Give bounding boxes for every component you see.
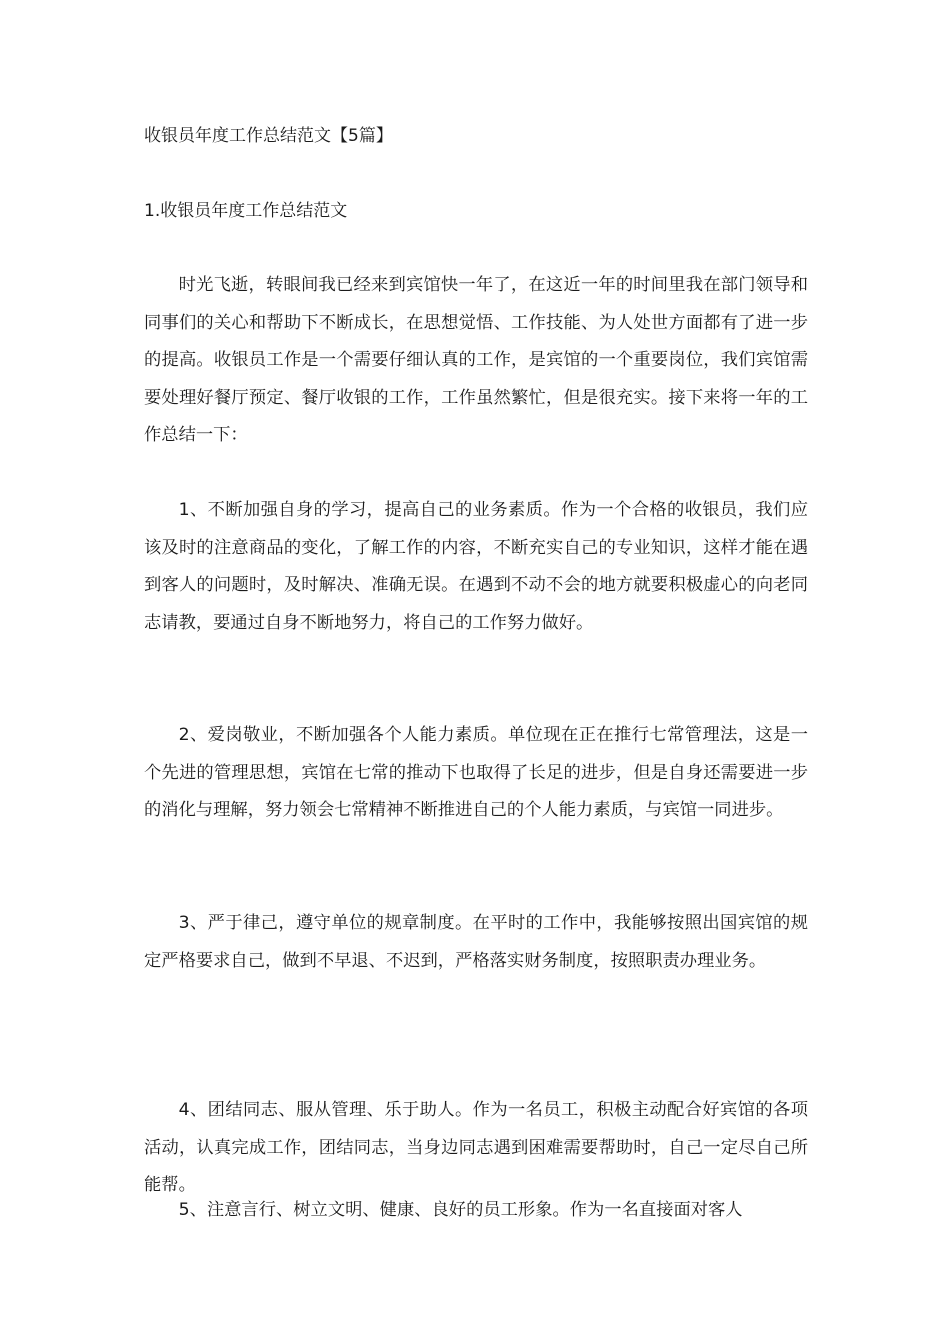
- paragraph-item-2: 2、爱岗敬业，不断加强各个人能力素质。单位现在正在推行七常管理法，这是一个先进的管理思想，宾馆在七常的推动下也取得了长足的进步，但是自身还需要进一步的消化与理解，努力领会七常精神不断推进自己的个人能力素质，与宾馆一同进步。: [144, 725, 808, 820]
- document-title: 收银员年度工作总结范文【5篇】: [144, 126, 393, 146]
- paragraph-item-3: 3、严于律己，遵守单位的规章制度。在平时的工作中，我能够按照出国宾馆的规定严格要求自己，做到不早退、不迟到，严格落实财务制度，按照职责办理业务。: [144, 913, 808, 971]
- section-heading: 1.收银员年度工作总结范文: [144, 201, 348, 221]
- paragraph-item-5: 5、注意言行、树立文明、健康、良好的员工形象。作为一名直接面对客人: [178, 1200, 743, 1220]
- paragraph-item-1: 1、不断加强自身的学习，提高自己的业务素质。作为一个合格的收银员，我们应该及时的注意商品的变化，了解工作的内容，不断充实自己的专业知识，这样才能在遇到客人的问题时，及时解决、准确无误。在遇到不动不会的地方就要积极虚心的向老同志请教，要通过自身不断地努力，将自己的工作努力做好。: [144, 500, 808, 633]
- paragraph-item-4: 4、团结同志、服从管理、乐于助人。作为一名员工，积极主动配合好宾馆的各项活动，认真完成工作，团结同志，当身边同志遇到困难需要帮助时，自己一定尽自己所能帮。: [144, 1100, 808, 1195]
- paragraph-intro: 时光飞逝，转眼间我已经来到宾馆快一年了，在这近一年的时间里我在部门领导和同事们的关心和帮助下不断成长，在思想觉悟、工作技能、为人处世方面都有了进一步的提高。收银员工作是一个需要仔细认真的工作，是宾馆的一个重要岗位，我们宾馆需要处理好餐厅预定、餐厅收银的工作，工作虽然繁忙，但是很充实。接下来将一年的工作总结一下：: [144, 275, 808, 445]
